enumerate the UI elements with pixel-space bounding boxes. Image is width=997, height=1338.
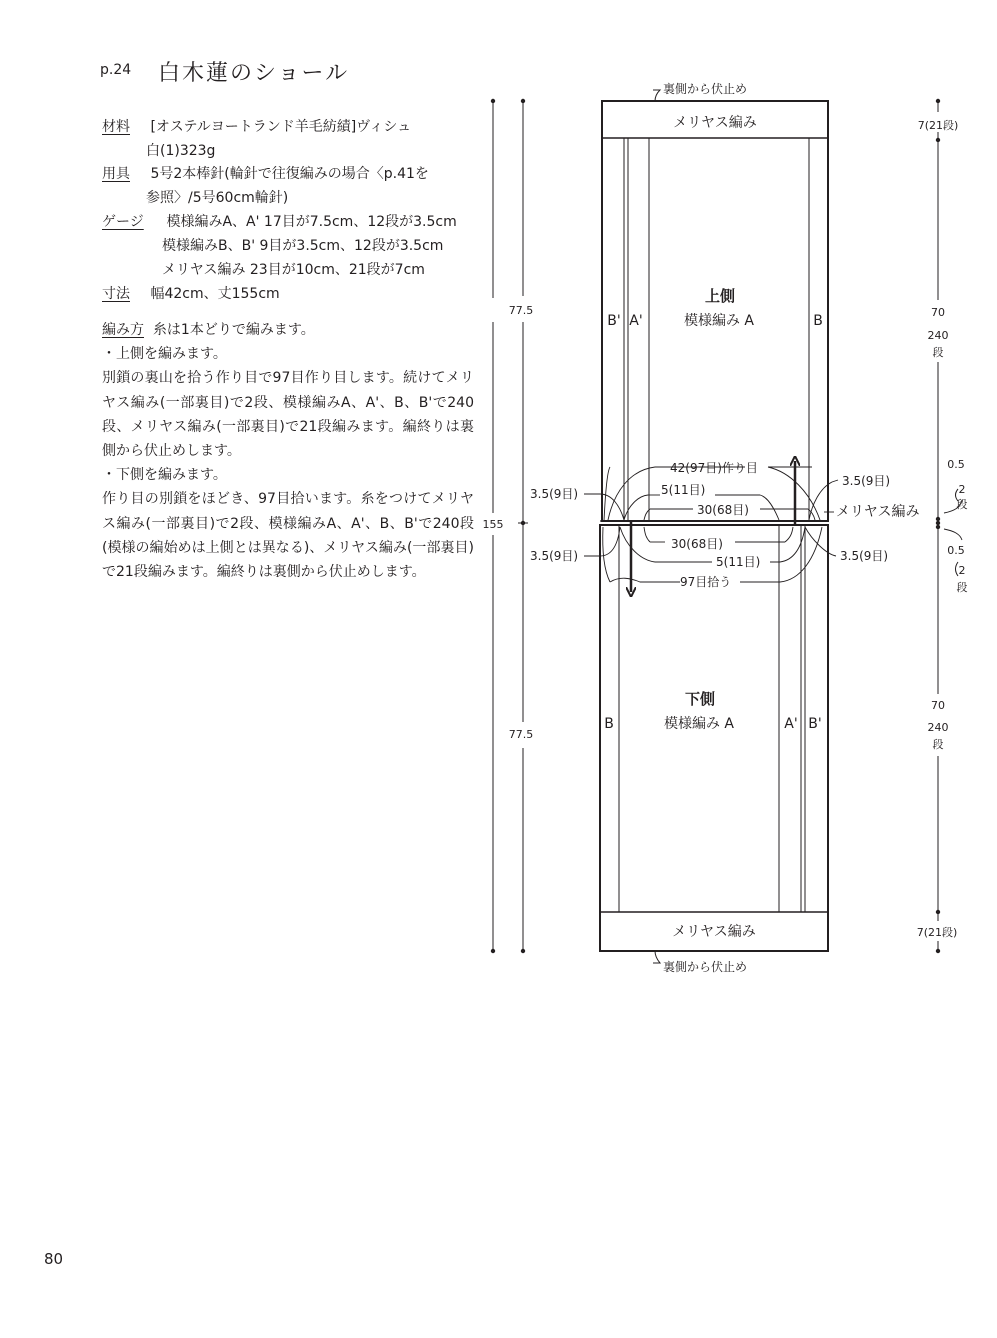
upper-side-title: 上側 (704, 287, 736, 305)
materials-line-1: [オステルヨートランド羊毛紡績]ヴィシュ (150, 119, 412, 135)
stockinette-bottom-label: メリヤス編み (672, 924, 756, 940)
upper-pattern-rows-label: 240 (927, 329, 949, 342)
gauge-label: ゲージ (102, 214, 144, 230)
bottom-rows-label: 7(21段) (916, 926, 958, 939)
lower-pattern-rows-unit: 段 (932, 738, 944, 751)
tools-label: 用具 (102, 166, 130, 182)
instructions-intro: 糸は1本どりで編みます。 (152, 322, 315, 338)
size-label: 寸法 (102, 286, 130, 302)
gauge-line-2: 模様編みB、B' 9目が3.5cm、12段が3.5cm (162, 238, 444, 254)
page-number: 80 (44, 1250, 64, 1268)
lower-heading: ・下側を編みます。 (102, 467, 227, 484)
pick-up-label: 97目拾う (680, 575, 732, 589)
lower-two-rows-label: 2 (958, 564, 966, 577)
lower-center-width-label: 30(68目) (671, 537, 723, 551)
upper-col-b-prime: B' (607, 313, 621, 329)
gauge-line-3: メリヤス編み 23目が10cm、21段が7cm (162, 262, 425, 278)
lower-col-b: B (604, 716, 614, 732)
bind-off-top-label: 裏側から伏止め (663, 82, 748, 96)
lower-pattern-label: 模様編み A (663, 716, 735, 732)
stockinette-top-label: メリヤス編み (673, 115, 757, 131)
right-edge-upper-label: 3.5(9目) (842, 474, 891, 488)
upper-heading: ・上側を編みます。 (102, 346, 227, 363)
lower-two-rows-unit: 段 (956, 581, 968, 594)
bind-off-bottom-label: 裏側から伏止め (663, 960, 748, 974)
instructions-label: 編み方 (102, 322, 144, 338)
upper-body: 別鎖の裏山を拾う作り目で97目作り目します。続けてメリヤス編み(一部裏目)で2段、模様編みA、A'、B、B'で240段、メリヤス編み(一部裏目)で21段編みます。編終りは裏側から伏止めします。 (102, 370, 474, 460)
lower-pattern-length-label: 70 (931, 699, 945, 712)
gauge-line-1: 模様編みA、A' 17目が7.5cm、12段が3.5cm (166, 214, 457, 230)
tools-line-1: 5号2本棒針(輪針で往復編みの場合〈p.41を (150, 166, 429, 182)
upper-two-rows-unit: 段 (956, 498, 968, 511)
upper-col-b: B (813, 313, 823, 329)
lower-pattern-rows-label: 240 (927, 721, 949, 734)
materials-label: 材料 (102, 119, 130, 135)
lower-half-length-label: 0.5 (947, 544, 965, 557)
upper-piece-outline (602, 101, 828, 521)
lower-side-title: 下側 (684, 690, 716, 708)
cast-on-label: 42(97目)作り目 (670, 461, 758, 475)
upper-two-rows-label: 2 (958, 483, 966, 496)
page-title: 白木蓮のショール (158, 61, 350, 86)
lower-length-label: 77.5 (508, 728, 534, 741)
upper-pattern-rows-unit: 段 (932, 346, 944, 359)
lower-col-a-prime: A' (784, 716, 798, 732)
upper-pattern-label: 模様編み A (683, 313, 755, 329)
upper-b-width-label: 5(11目) (661, 483, 706, 497)
page-reference: p.24 (100, 62, 132, 78)
upper-center-width-label: 30(68目) (697, 503, 749, 517)
lower-col-b-prime: B' (808, 716, 822, 732)
upper-half-length-label: 0.5 (947, 458, 965, 471)
materials-line-2: 白(1)323g (146, 143, 216, 159)
total-length-label: 155 (482, 518, 504, 531)
upper-pattern-length-label: 70 (931, 306, 945, 319)
left-edge-upper-label: 3.5(9目) (530, 487, 579, 501)
right-edge-lower-label: 3.5(9目) (840, 549, 889, 563)
lower-b-width-label: 5(11目) (716, 555, 761, 569)
size-value: 幅42cm、丈155cm (150, 286, 280, 302)
stockinette-center-label: メリヤス編み (836, 504, 920, 520)
upper-length-label: 77.5 (508, 304, 534, 317)
left-edge-lower-label: 3.5(9目) (530, 549, 579, 563)
upper-col-a-prime: A' (629, 313, 643, 329)
lower-body: 作り目の別鎖をほどき、97目拾います。糸をつけてメリヤス編み(一部裏目)で2段、模様編みA、A'、B、B'で240段(模様の編始めは上側とは異なる)、メリヤス編み(一部裏目)で21段編みます。編終りは裏側から伏止めします。 (102, 491, 474, 581)
tools-line-2: 参照〉/5号60cm輪針) (146, 190, 289, 206)
top-rows-label: 7(21段) (917, 119, 959, 132)
